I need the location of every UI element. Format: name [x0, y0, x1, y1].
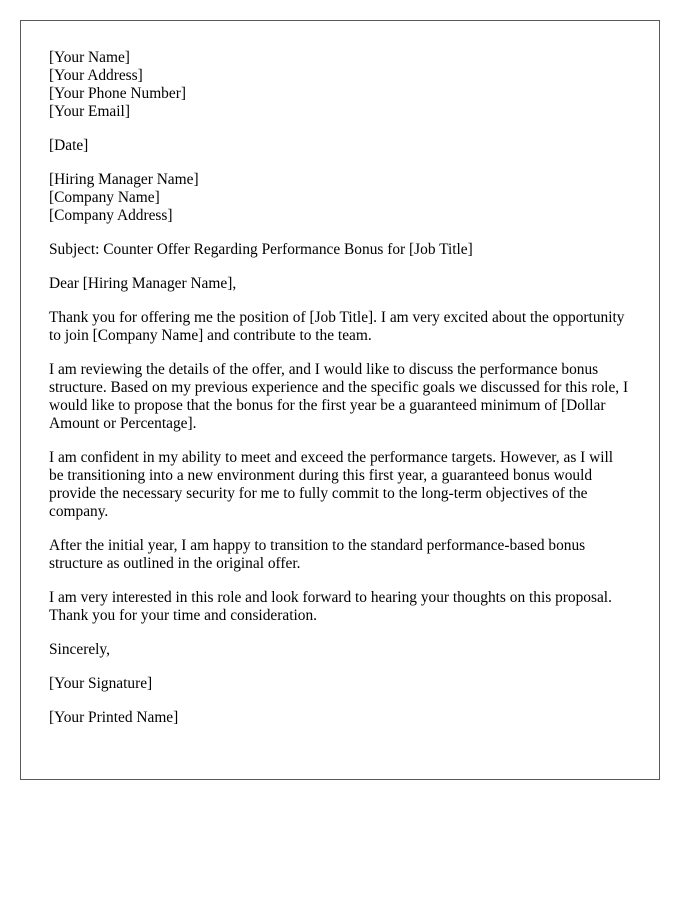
salutation: Dear [Hiring Manager Name], [49, 275, 237, 292]
subject-line: Subject: Counter Offer Regarding Performance Bonus for [Job Title] [49, 241, 473, 258]
date-block [49, 137, 631, 155]
sender-email: [Your Email] [49, 103, 130, 120]
printed-name: [Your Printed Name] [49, 709, 179, 726]
recipient-block [49, 171, 631, 225]
letter-page [20, 20, 660, 780]
closing: Sincerely, [49, 641, 110, 658]
sender-address: [Your Address] [49, 67, 143, 84]
recipient-company: [Company Name] [49, 189, 160, 206]
sender-phone: [Your Phone Number] [49, 85, 186, 102]
body-paragraph-1: Thank you for offering me the position of [Job Title]. I am very excited about the opportunity to join [Company Name] and contribute to the team. [49, 309, 625, 344]
recipient-manager: [Hiring Manager Name] [49, 171, 199, 188]
recipient-address: [Company Address] [49, 207, 173, 224]
body-paragraph-5: I am very interested in this role and look forward to hearing your thoughts on this proposal. Thank you for your time and consideration. [49, 589, 612, 624]
sender-name: [Your Name] [49, 49, 130, 66]
body-paragraph-4: After the initial year, I am happy to transition to the standard performance-based bonus structure as outlined in the original offer. [49, 537, 586, 572]
body-paragraph-3: I am confident in my ability to meet and exceed the performance targets. However, as I will be transitioning into a new environment during this first year, a guaranteed bonus would provide the necessary security for me to fully commit to the long-term objectives of the company. [49, 449, 614, 520]
signature: [Your Signature] [49, 675, 153, 692]
letter-date: [Date] [49, 137, 89, 154]
sender-block [49, 49, 631, 121]
body-paragraph-2: I am reviewing the details of the offer, and I would like to discuss the performance bonus structure. Based on my previous experience and the specific goals we discussed for this role, I would like to propose that the bonus for the first year be a guaranteed minimum of [Dollar Amount or Percentage]. [49, 361, 629, 432]
